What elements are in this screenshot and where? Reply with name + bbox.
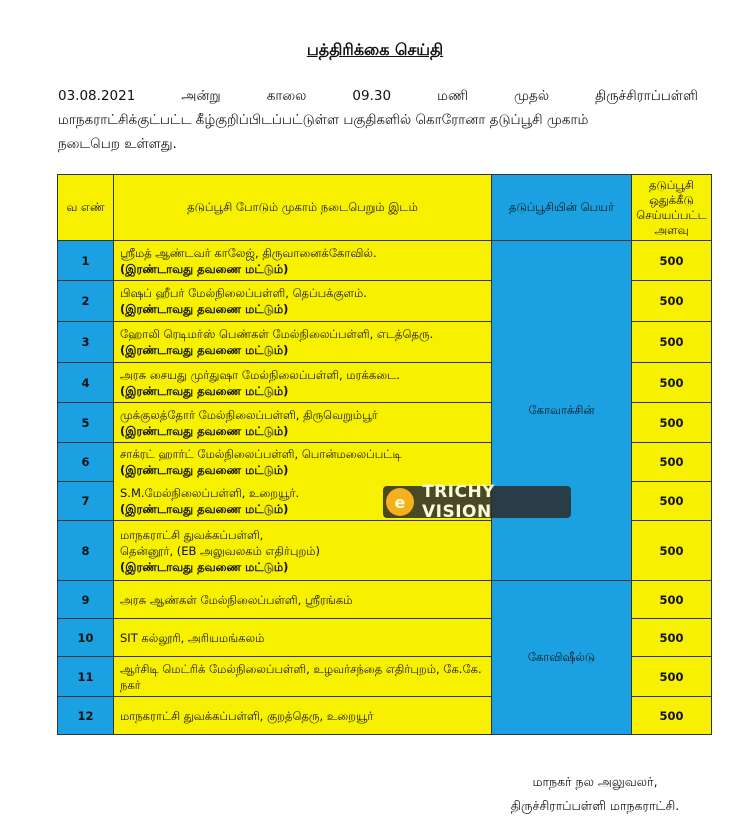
table-row: [58, 241, 712, 281]
vaccine-covishield: கோவிஷீல்டு: [492, 581, 632, 735]
location-text: மாநகராட்சி துவக்கப்பள்ளி,: [120, 527, 264, 542]
location-text: அரசு சையது முர்துஷா மேல்நிலைப்பள்ளி, மரக்கடை.: [120, 367, 400, 382]
intro-word: அன்று: [181, 88, 221, 104]
second-dose-note: (இரண்டாவது தவணை மட்டும்): [120, 302, 289, 316]
header-serial-number: வ எண்: [58, 175, 114, 241]
row-doses: 500: [632, 619, 712, 657]
row-doses: 500: [632, 521, 712, 581]
row-doses: 500: [632, 657, 712, 697]
row-doses: 500: [632, 241, 712, 281]
watermark-text: TRICHY VISION: [421, 482, 495, 522]
row-location: ஆர்சிடி மெட்ரிக் மேல்நிலைப்பள்ளி, உழவர்சந்தை எதிர்புறம், கே.கே. நகர்: [114, 657, 492, 697]
location-text: ஹோலி ரெடிமர்ஸ் பெண்கள் மேல்நிலைப்பள்ளி, எடத்தெரு.: [120, 327, 434, 341]
row-doses: 500: [632, 443, 712, 482]
second-dose-note: (இரண்டாவது தவணை மட்டும்): [120, 559, 289, 574]
row-serial: 7: [58, 482, 114, 521]
row-doses: 500: [632, 281, 712, 322]
location-text: ஸ்ரீமத் ஆண்டவர் காலேஜ், திருவானைக்கோவில்.: [120, 245, 377, 260]
second-dose-note: (இரண்டாவது தவணை மட்டும்): [120, 383, 289, 398]
row-serial: 6: [58, 443, 114, 482]
signatory-designation: மாநகர் நல அலுவலர்,: [532, 774, 658, 789]
intro-word: முதல்: [514, 88, 550, 104]
signature-block: [480, 770, 710, 818]
row-doses: 500: [632, 322, 712, 363]
document-title: பத்திரிக்கை செய்தி: [306, 40, 444, 59]
row-serial: 11: [58, 657, 114, 697]
row-location: அரசு ஆண்கள் மேல்நிலைப்பள்ளி, ஸ்ரீரங்கம்: [114, 581, 492, 619]
location-text: முக்குலத்தோர் மேல்நிலைப்பள்ளி, திருவெறும்பூர்: [120, 407, 378, 422]
row-location: [114, 521, 492, 581]
row-serial: 3: [58, 322, 114, 363]
row-location: SIT கல்லூரி, அரியமங்கலம்: [114, 619, 492, 657]
signatory-office: திருச்சிராப்பள்ளி மாநகராட்சி.: [510, 798, 680, 813]
vaccine-covaxin: கோவாக்சின்: [492, 241, 632, 581]
intro-line-2: மாநகராட்சிக்குட்பட்ட கீழ்குறிப்பிடப்பட்டுள்ள பகுதிகளில் கொரோனா தடுப்பூசி முகாம்: [58, 112, 589, 128]
row-serial: 10: [58, 619, 114, 657]
row-serial: 9: [58, 581, 114, 619]
intro-line-3: நடைபெற உள்ளது.: [58, 136, 177, 152]
row-location: [114, 403, 492, 443]
eye-logo-icon: e: [386, 488, 414, 516]
row-doses: 500: [632, 697, 712, 735]
header-vaccine-name: தடுப்பூசியின் பெயர்: [492, 175, 632, 241]
row-location: [114, 281, 492, 322]
location-text: S.M.மேல்நிலைப்பள்ளி, உறையூர்.: [120, 485, 300, 500]
trichy-vision-watermark: [383, 482, 571, 522]
intro-date: 03.08.2021: [58, 88, 136, 104]
second-dose-note: (இரண்டாவது தவணை மட்டும்): [120, 501, 289, 516]
row-serial: 2: [58, 281, 114, 322]
row-location: மாநகராட்சி துவக்கப்பள்ளி, குறத்தெரு, உறையூர்: [114, 697, 492, 735]
second-dose-note: (இரண்டாவது தவணை மட்டும்): [120, 261, 289, 276]
second-dose-note: (இரண்டாவது தவணை மட்டும்): [120, 343, 289, 357]
location-text: பிஷப் ஹீபர் மேல்நிலைப்பள்ளி, தெப்பக்குளம்.: [120, 286, 367, 300]
header-dose-allocation: தடுப்பூசி ஒதுக்கீடு செய்யப்பட்ட அளவு: [632, 175, 712, 241]
second-dose-note: (இரண்டாவது தவணை மட்டும்): [120, 463, 289, 478]
row-serial: 12: [58, 697, 114, 735]
row-serial: 1: [58, 241, 114, 281]
intro-word: மணி: [437, 88, 469, 104]
row-location: [114, 322, 492, 363]
row-doses: 500: [632, 403, 712, 443]
intro-paragraph: [58, 84, 698, 156]
row-location: [114, 443, 492, 482]
row-serial: 8: [58, 521, 114, 581]
header-camp-location: தடுப்பூசி போடும் முகாம் நடைபெறும் இடம்: [114, 175, 492, 241]
intro-line-1: [58, 84, 698, 108]
row-location: [114, 241, 492, 281]
row-location: [114, 363, 492, 403]
location-text: சாக்ரட் ஹார்ட் மேல்நிலைப்பள்ளி, பொன்மலைப்பட்டி: [120, 447, 402, 462]
vaccination-camp-table: [57, 174, 712, 735]
row-doses: 500: [632, 363, 712, 403]
row-serial: 5: [58, 403, 114, 443]
location-text-line2: தென்னூர், (EB அலுவலகம் எதிர்புறம்): [120, 543, 321, 558]
row-doses: 500: [632, 581, 712, 619]
intro-city: திருச்சிராப்பள்ளி: [595, 88, 698, 104]
table-row: [58, 581, 712, 619]
row-serial: 4: [58, 363, 114, 403]
intro-time: 09.30: [352, 88, 392, 104]
row-doses: 500: [632, 482, 712, 521]
second-dose-note: (இரண்டாவது தவணை மட்டும்): [120, 423, 289, 438]
intro-word: காலை: [266, 88, 307, 104]
